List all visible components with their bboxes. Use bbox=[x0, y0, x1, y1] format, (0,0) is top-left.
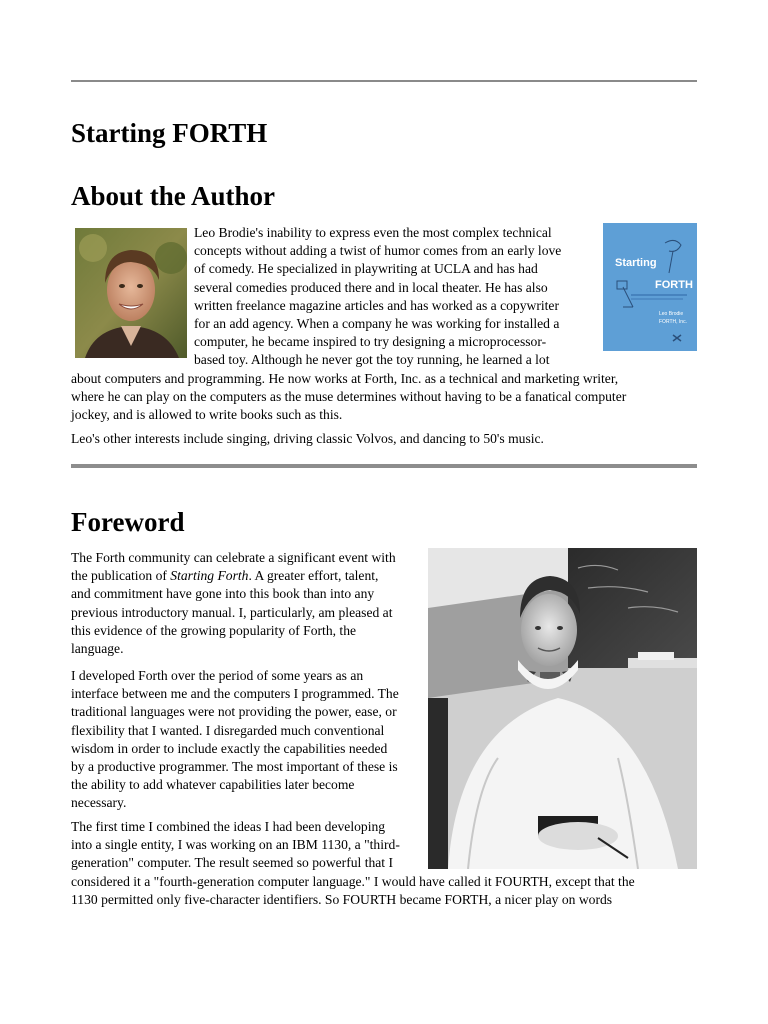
about-author-paragraph bbox=[71, 224, 697, 424]
top-rule bbox=[71, 80, 697, 82]
foreword-line: I developed Forth over the period of some years as an bbox=[71, 668, 364, 683]
foreword-line: interface between me and the computers I programmed. The bbox=[71, 686, 399, 702]
foreword-line: The Forth community can celebrate a significant event with bbox=[71, 550, 396, 565]
foreword-line: the ability to add whatever capabilities later become bbox=[71, 777, 355, 793]
foreword-paragraph-1 bbox=[71, 549, 396, 658]
foreword-line: The first time I combined the ideas I had been developing bbox=[71, 819, 386, 834]
about-interests-line: Leo's other interests include singing, driving classic Volvos, and dancing to 50's music. bbox=[71, 431, 544, 446]
about-line: about computers and programming. He now works at Forth, Inc. as a technical and marketing writer, bbox=[71, 370, 619, 386]
foreword-text: the publication of bbox=[71, 568, 171, 584]
about-line: concepts without adding a twist of humor comes from an early love bbox=[194, 243, 562, 259]
foreword-line: and commitment have gone into this book than into any bbox=[71, 586, 375, 602]
about-line: Leo Brodie's inability to express even the most complex technical bbox=[194, 225, 552, 240]
about-heading: About the Author bbox=[71, 181, 276, 211]
foreword-paragraph-2 bbox=[71, 667, 399, 813]
foreword-line: into a single entity, I was working on an IBM 1130, a "third- bbox=[71, 837, 400, 853]
foreword-line: considered it a "fourth-generation computer language." I would have called it FOURTH, except that the bbox=[71, 873, 635, 889]
foreword-line: 1130 permitted only five-character identifiers. So FOURTH became FORTH, a nicer play on words bbox=[71, 891, 613, 907]
cover-author: Leo Brodie bbox=[659, 311, 684, 317]
foreword-paragraph-3 bbox=[71, 818, 635, 909]
foreword-line: flexibility that I wanted. I disregarded much conventional bbox=[71, 722, 385, 738]
foreword-line: language. bbox=[71, 641, 124, 657]
foreword-line: by a productive programmer. The most important of these is bbox=[71, 759, 398, 775]
about-line: of comedy. He specialized in playwriting at UCLA and has had bbox=[194, 261, 538, 277]
book-title-emphasis: Starting Forth bbox=[170, 568, 249, 584]
about-line: jockey, and is allowed to write books such as this. bbox=[71, 407, 343, 423]
foreword-text: . A greater effort, talent, bbox=[248, 568, 379, 584]
foreword-heading: Foreword bbox=[71, 507, 185, 537]
cover-title-line1: Starting bbox=[615, 257, 657, 269]
document-title: Starting FORTH bbox=[71, 118, 268, 148]
foreword-line bbox=[71, 567, 396, 585]
foreword-line: necessary. bbox=[71, 795, 127, 811]
foreword-line: wisdom in order to include exactly the capabilities needed bbox=[71, 740, 388, 756]
about-line: based toy. Although he never got the toy running, he learned a lot bbox=[194, 352, 550, 368]
about-interests-paragraph bbox=[71, 430, 544, 448]
foreword-line: this evidence of the growing popularity of Forth, the bbox=[71, 622, 357, 638]
cover-title-line2: FORTH bbox=[655, 279, 693, 291]
about-line: written freelance magazine articles and has worked as a copywriter bbox=[194, 297, 559, 313]
foreword-line: previous introductory manual. I, particularly, am pleased at bbox=[71, 604, 393, 620]
section-rule bbox=[71, 464, 697, 468]
about-line: for an add agency. When a company he was working for installed a bbox=[194, 316, 560, 332]
cover-publisher: FORTH, Inc. bbox=[659, 319, 687, 325]
foreword-line: traditional languages were not providing the power, ease, or bbox=[71, 704, 397, 720]
about-line: computer, he became inspired to try designing a microprocessor- bbox=[194, 334, 547, 350]
foreword-line: generation" computer. The result seemed so powerful that I bbox=[71, 855, 394, 871]
about-line: several comedies produced there and in local theater. He has also bbox=[194, 279, 548, 295]
about-line: where he can play on the computers as the muse determines without having to be a fanatical computer bbox=[71, 388, 627, 404]
